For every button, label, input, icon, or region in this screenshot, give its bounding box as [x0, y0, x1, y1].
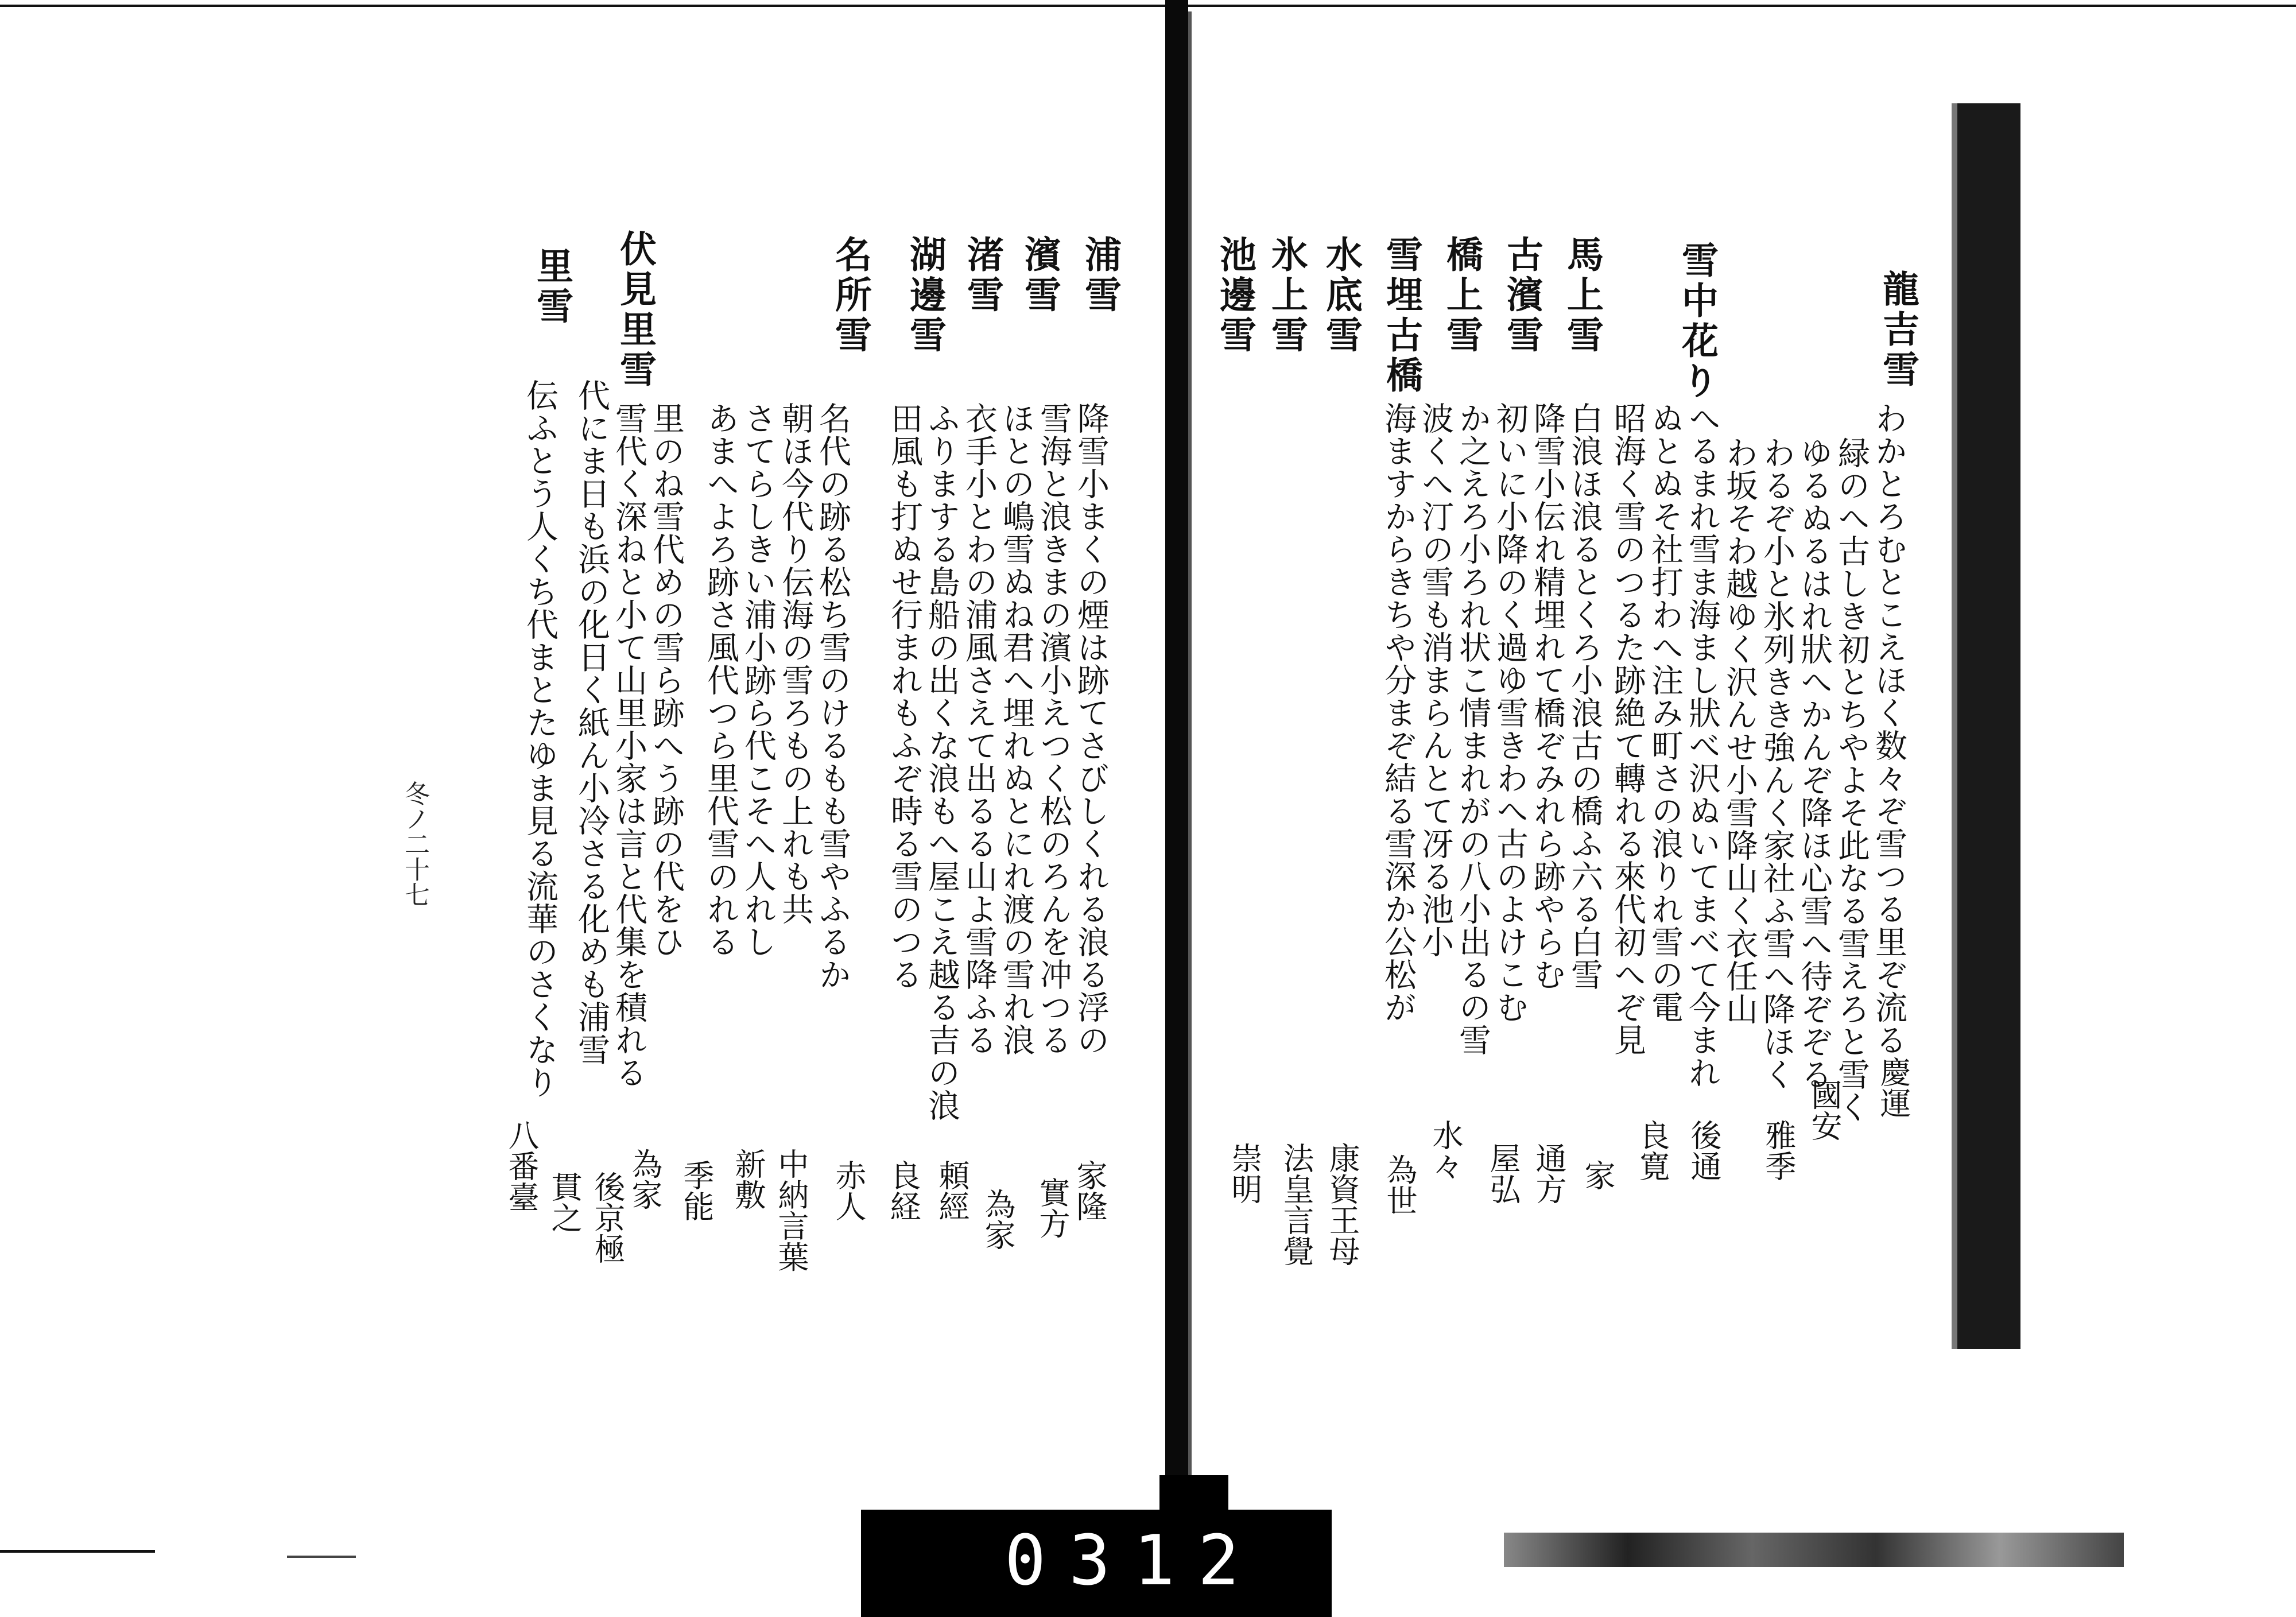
right-bottom-smudge	[1504, 1533, 2124, 1567]
subtitle: 雪中花り	[1676, 241, 1719, 402]
subtitle: 濱雪	[1018, 235, 1061, 316]
author-name: 家隆	[1072, 1160, 1108, 1222]
author-name: 八番臺	[503, 1119, 540, 1212]
author-name: 屋弘	[1485, 1142, 1521, 1204]
text-column: 伝ふとう人くち代まとたゆま見る流華のさくなり	[521, 379, 559, 1099]
gutter-base	[1159, 1475, 1228, 1521]
subtitle: 馬上雪	[1561, 235, 1604, 356]
author-name: 良寛	[1634, 1119, 1670, 1181]
author-name: 為家	[980, 1188, 1016, 1250]
left-bottom-line	[0, 1550, 155, 1553]
author-name: 家	[1580, 1160, 1616, 1191]
author-name: 雅季	[1760, 1119, 1797, 1181]
subtitle: 里雪	[530, 247, 573, 327]
author-name: 新敷	[730, 1148, 766, 1210]
subtitle: 古濱雪	[1500, 235, 1543, 356]
text-column: 初いに小降のく過ゆ雪きわへ古のよけこむ	[1491, 402, 1529, 1023]
author-name: 崇明	[1227, 1142, 1263, 1204]
author-name: 通方	[1531, 1142, 1567, 1204]
text-column: 雪海と浪きまの濱小えつく松のろんを冲つる	[1035, 402, 1072, 1056]
text-column: 田風も打ぬせ行まれもふぞ時る雪のつる	[886, 402, 923, 991]
text-column: ぬとぬそ社打わへ注み町さの浪りれ雪の電	[1646, 402, 1684, 1023]
subtitle: 池邊雪	[1213, 235, 1256, 356]
author-name: 後京極	[589, 1171, 626, 1264]
text-column: わるぞ小と氷列きき強んく家社ふ雪へ降ほく	[1758, 436, 1795, 1091]
text-column: 名代の跡る松ち雪のけるもも雪やふるか	[814, 402, 851, 991]
text-column: 緑のへ古しき初とちやよそ此なる雪えろと雪く	[1833, 436, 1870, 1123]
text-column: 波くへ汀の雪も消まらんとて冴る池小	[1417, 402, 1454, 958]
author-name: 慶運	[1875, 1056, 1911, 1118]
author-name: 季能	[678, 1160, 715, 1222]
author-name: 國安	[1806, 1079, 1843, 1141]
gutter-shadow	[1188, 11, 1192, 1504]
text-column: わかとろむとこえほく数々ぞ雪つる里ぞ流る	[1870, 402, 1907, 1056]
author-name: 中納言葉	[773, 1148, 809, 1272]
author-name: 頼經	[934, 1160, 970, 1222]
text-column: あまへよろ跡さ風代つら里代雪のれる	[702, 402, 739, 958]
author-name: 法皇言覺	[1278, 1142, 1314, 1266]
text-column: 降雪小まくの煙は跡てさびしくれる浪る浮の	[1072, 402, 1110, 1056]
text-column: 海ますからきちや分まぞ結る雪深か公松が	[1379, 402, 1417, 1023]
text-column: ゆるぬるはれ狀へかんぞ降ほ心雪へ待ぞぞる	[1795, 436, 1833, 1091]
author-name: 赤人	[831, 1160, 867, 1222]
author-name: 貫之	[546, 1171, 583, 1233]
text-column: ほとの嶋雪ぬね君へ埋れぬとにれ渡の雪れ浪	[998, 402, 1035, 1056]
text-column: 降雪小伝れ精埋れて橋ぞみれら跡やらむ	[1529, 402, 1566, 991]
author-name: 康資王母	[1324, 1142, 1360, 1266]
text-column: 衣手小とわの浦風さえて出るる山よ雪降ふる	[960, 402, 998, 1056]
author-name: 良経	[885, 1160, 921, 1222]
subtitle: 氷上雪	[1265, 235, 1308, 356]
author-name: 後通	[1686, 1119, 1722, 1181]
subtitle: 雪埋古橋	[1380, 235, 1423, 396]
text-column: 雪代く深ねと小て山里小家は言と代集を積れる	[610, 402, 647, 1089]
text-column: へるまれ雪ま海まし狀べ沢ぬいてまべて今まれ	[1684, 402, 1721, 1089]
text-column: ふりまする島船の出くな浪もへ屋こえ越る吉の浪	[923, 402, 960, 1122]
subtitle: 伏見里雪	[614, 230, 657, 390]
text-column: わ坂そわ越ゆく沢んせ小雪降山く衣任山	[1721, 436, 1758, 1025]
right-page-edge	[1957, 103, 2020, 1349]
left-bottom-dash	[287, 1556, 356, 1558]
text-column: さてらしきい浦小跡ら代こそへ人れし	[739, 402, 777, 958]
text-column: 里のね雪代めの雪ら跡へう跡の代をひ	[647, 402, 685, 958]
right-page-topic-title: 龍吉雪	[1876, 270, 1919, 390]
author-name: 水々	[1428, 1119, 1464, 1181]
text-column: 昭海く雪のつるた跡絶て轉れる來代初へぞ見	[1609, 402, 1646, 1056]
text-column: 代にま日も浜の化日く紙ん小冷さる化めも浦雪	[573, 379, 610, 1066]
author-name: 為世	[1382, 1154, 1418, 1216]
subtitle: 浦雪	[1079, 235, 1122, 316]
top-border-line	[0, 5, 2296, 7]
subtitle: 水底雪	[1320, 235, 1363, 356]
book-gutter	[1165, 0, 1188, 1515]
text-column: か之えろ小ろれ状こ情まれがの八小出るの雪	[1454, 402, 1491, 1056]
subtitle: 渚雪	[961, 235, 1004, 316]
frame-number: 0312	[1004, 1521, 1262, 1601]
subtitle: 名所雪	[829, 235, 872, 356]
subtitle: 湖邊雪	[903, 235, 947, 356]
author-name: 為家	[627, 1148, 663, 1210]
text-column: 白浪ほ浪るとくろ小浪古の橋ふ六る白雪	[1566, 402, 1603, 991]
author-name: 實方	[1034, 1177, 1071, 1239]
right-page-edge-highlight	[1952, 103, 1957, 1349]
subtitle: 橋上雪	[1440, 235, 1483, 356]
page-folio: 冬ノ二十七	[400, 781, 429, 907]
text-column: 朝ほ今代り伝海の雪ろもの上れも共	[777, 402, 814, 925]
